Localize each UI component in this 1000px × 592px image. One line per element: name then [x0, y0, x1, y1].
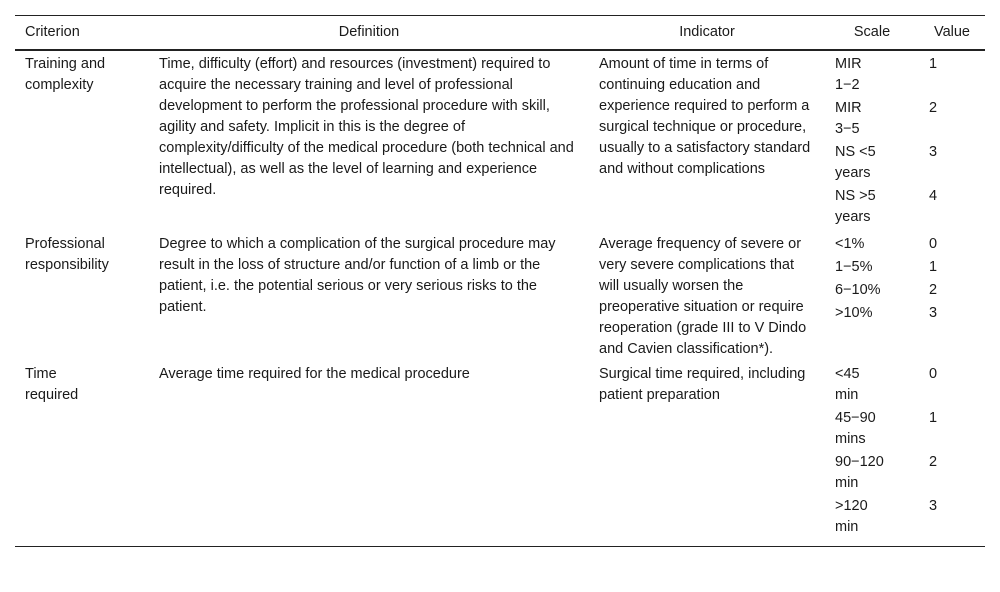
scale-text: 45−90 — [835, 410, 876, 426]
value-text: 1 — [929, 259, 938, 275]
criterion-cell — [15, 232, 149, 362]
scale-item — [835, 98, 909, 140]
scale-text: >120 — [835, 498, 868, 514]
value-text: 1 — [929, 410, 938, 426]
scale-item — [835, 280, 909, 301]
criterion-text: required — [25, 387, 79, 403]
criterion-text: Professional — [25, 236, 105, 252]
scale-text: NS >5 — [835, 188, 876, 204]
criterion-text: Time — [25, 366, 57, 382]
scale-item — [835, 186, 909, 228]
scale-text: NS <5 — [835, 144, 876, 160]
scale-text: 1−2 — [835, 77, 860, 93]
scale-text: 90−120 — [835, 454, 884, 470]
indicator-cell: Surgical time required, including patient preparation — [589, 362, 825, 547]
definition-cell: Degree to which a complication of the surgical procedure may result in the loss of structure and/or function of a limb or the patient, i.e. the potential serious or very serious risks to the patient. — [159, 236, 556, 315]
value-text: 1 — [929, 56, 938, 72]
header-criterion: Criterion — [15, 16, 149, 51]
scale-cell — [825, 232, 919, 362]
scale-text: mins — [835, 431, 866, 447]
criterion-cell — [15, 362, 149, 547]
criterion-cell — [15, 50, 149, 232]
scale-text: MIR — [835, 100, 862, 116]
table-header-row — [15, 16, 985, 51]
value-text: 2 — [929, 282, 938, 298]
scale-text: MIR — [835, 56, 862, 72]
value-text: 3 — [929, 305, 938, 321]
value-text: 3 — [929, 498, 938, 514]
indicator-cell: Amount of time in terms of continuing education and experience required to perform a surgical technique or procedure, usually to a satisfactory standard and without complications — [599, 56, 811, 177]
scale-item — [835, 408, 909, 450]
header-scale: Scale — [825, 16, 919, 51]
scale-item — [835, 364, 909, 406]
scale-item — [835, 234, 909, 255]
scale-text: min — [835, 519, 859, 535]
scale-text: >10% — [835, 305, 873, 321]
table-row — [15, 50, 985, 232]
scale-item — [835, 303, 909, 324]
scale-text: <1% — [835, 236, 865, 252]
scale-cell — [825, 362, 919, 547]
value-text: 2 — [929, 454, 938, 470]
value-text: 4 — [929, 188, 938, 204]
criterion-text: Training and — [25, 56, 106, 72]
definition-cell: Average time required for the medical procedure — [149, 362, 589, 547]
scale-text: min — [835, 475, 859, 491]
value-cell — [919, 50, 985, 232]
value-text: 3 — [929, 144, 938, 160]
scale-cell — [825, 50, 919, 232]
criteria-table — [15, 15, 985, 547]
definition-cell: Time, difficulty (effort) and resources (investment) required to acquire the necessary training and level of professional development to perform the professional procedure with skill, agility and safety. Implicit in this is the degree of complexity/difficulty of the medical procedure (both technical and intellectual), as well as the level of learning and experience required. — [159, 56, 574, 198]
table-row — [15, 232, 985, 362]
table-row — [15, 362, 985, 547]
criterion-text: responsibility — [25, 257, 109, 273]
criterion-text: complexity — [25, 77, 94, 93]
scale-text: 6−10% — [835, 282, 881, 298]
scale-text: <45 — [835, 366, 860, 382]
scale-text: years — [835, 209, 871, 225]
scale-text: 1−5% — [835, 259, 873, 275]
value-cell — [919, 232, 985, 362]
scale-text: min — [835, 387, 859, 403]
scale-item — [835, 142, 909, 184]
scale-text: 3−5 — [835, 121, 860, 137]
header-definition: Definition — [149, 16, 589, 51]
scale-item — [835, 257, 909, 278]
scale-item — [835, 54, 909, 96]
indicator-cell: Average frequency of severe or very severe complications that will usually worsen the preoperative situation or require reoperation (grade III to V Dindo and Cavien classification*). — [599, 236, 807, 357]
scale-item — [835, 496, 909, 538]
scale-text: years — [835, 165, 871, 181]
value-text: 0 — [929, 366, 938, 382]
header-value: Value — [919, 16, 985, 51]
scale-item — [835, 452, 909, 494]
value-cell — [919, 362, 985, 547]
value-text: 2 — [929, 100, 938, 116]
value-text: 0 — [929, 236, 938, 252]
header-indicator: Indicator — [589, 16, 825, 51]
